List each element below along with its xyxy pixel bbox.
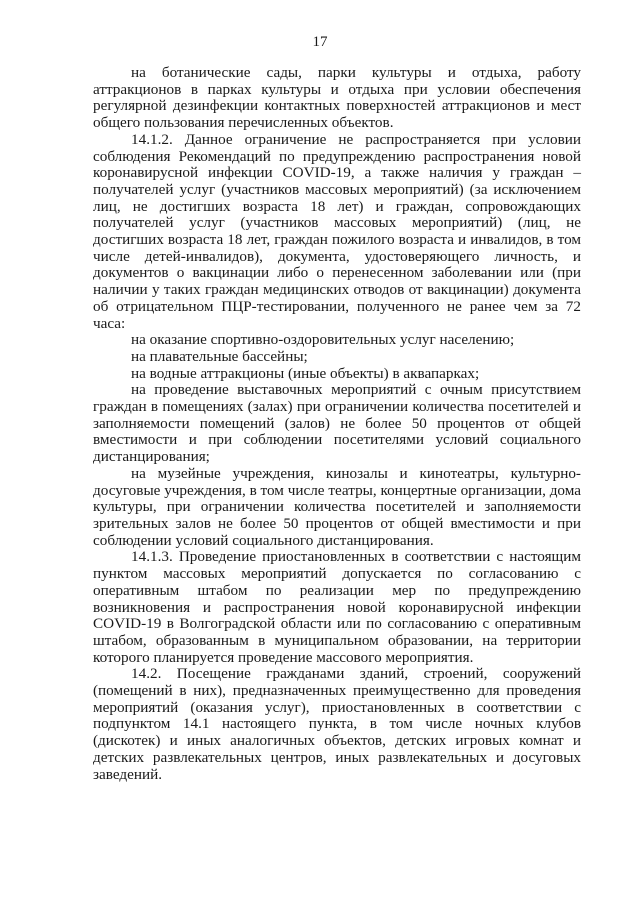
list-item-water-attractions: на водные аттракционы (иные объекты) в аквапарках;	[131, 364, 480, 382]
paragraph-botanical-gardens: на ботанические сады, парки культуры и отдыха, работу аттракционов в парках культуры и отдыха при условии обеспечения регулярной дезинфекции контактных поверхностей аттракционов и мест общего пользования перечисленных объектов.	[93, 64, 581, 132]
page-number: 17	[312, 34, 328, 50]
paragraph-14-1-2: 14.1.2. Данное ограничение не распространяется при условии соблюдения Рекомендаций по предупреждению распространения новой коронавирусной инфекции COVID-19, а также наличия у граждан – получателей услуг (участников массовых мероприятий) (за исключением лиц, не достигших возраста 18 лет) и граждан, сопровождающих получателей услуг (участников массовых мероприятий) (лиц, не достигших возраста 18 лет, граждан пожилого возраста и инвалидов, в том числе детей-инвалидов), документа, удостоверяющего личность, и документов о вакцинации либо о перенесенном заболевании или (при наличии у таких граждан медицинских отводов от вакцинации) документа об отрицательном ПЦР-тестировании, полученного не ранее чем за 72 часа:	[93, 130, 581, 332]
document-body	[93, 65, 581, 783]
list-item-exhibitions: на проведение выставочных мероприятий с очным присутствием граждан в помещениях (залах) при ограничении количества посетителей и заполняемости помещений (залов) не более 50 процентов от общей вместимости и при соблюдении посетителями условий социального дистанцирования;	[93, 381, 581, 466]
paragraph-14-2: 14.2. Посещение гражданами зданий, строений, сооружений (помещений в них), предназначенных преимущественно для проведения мероприятий (оказания услуг), приостановленных в соответствии с подпунктом 14.1 настоящего пункта, в том числе ночных клубов (дискотек) и иных аналогичных объектов, детских игровых комнат и детских развлекательных центров, иных развлекательных и досуговых заведений.	[93, 665, 581, 783]
list-item-swimming-pools: на плавательные бассейны;	[131, 347, 308, 365]
paragraph-14-1-3: 14.1.3. Проведение приостановленных в соответствии с настоящим пунктом массовых мероприятий допускается по согласованию с оперативным штабом по реализации мер по предупреждению возникновения и распространения новой коронавирусной инфекции COVID-19 в Волгоградской области или по согласованию с оперативным штабом, образованным в муниципальном образовании, на территории которого планируется проведение массового мероприятия.	[93, 548, 581, 666]
list-item-museums-cinemas: на музейные учреждения, кинозалы и кинотеатры, культурно-досуговые учреждения, в том числе театры, концертные организации, дома культуры, при ограничении количества посетителей и заполняемости зрительных залов не более 50 процентов от общей вместимости и при соблюдении условий социального дистанцирования.	[93, 464, 581, 549]
list-item-sports-services: на оказание спортивно-оздоровительных услуг населению;	[131, 331, 515, 349]
